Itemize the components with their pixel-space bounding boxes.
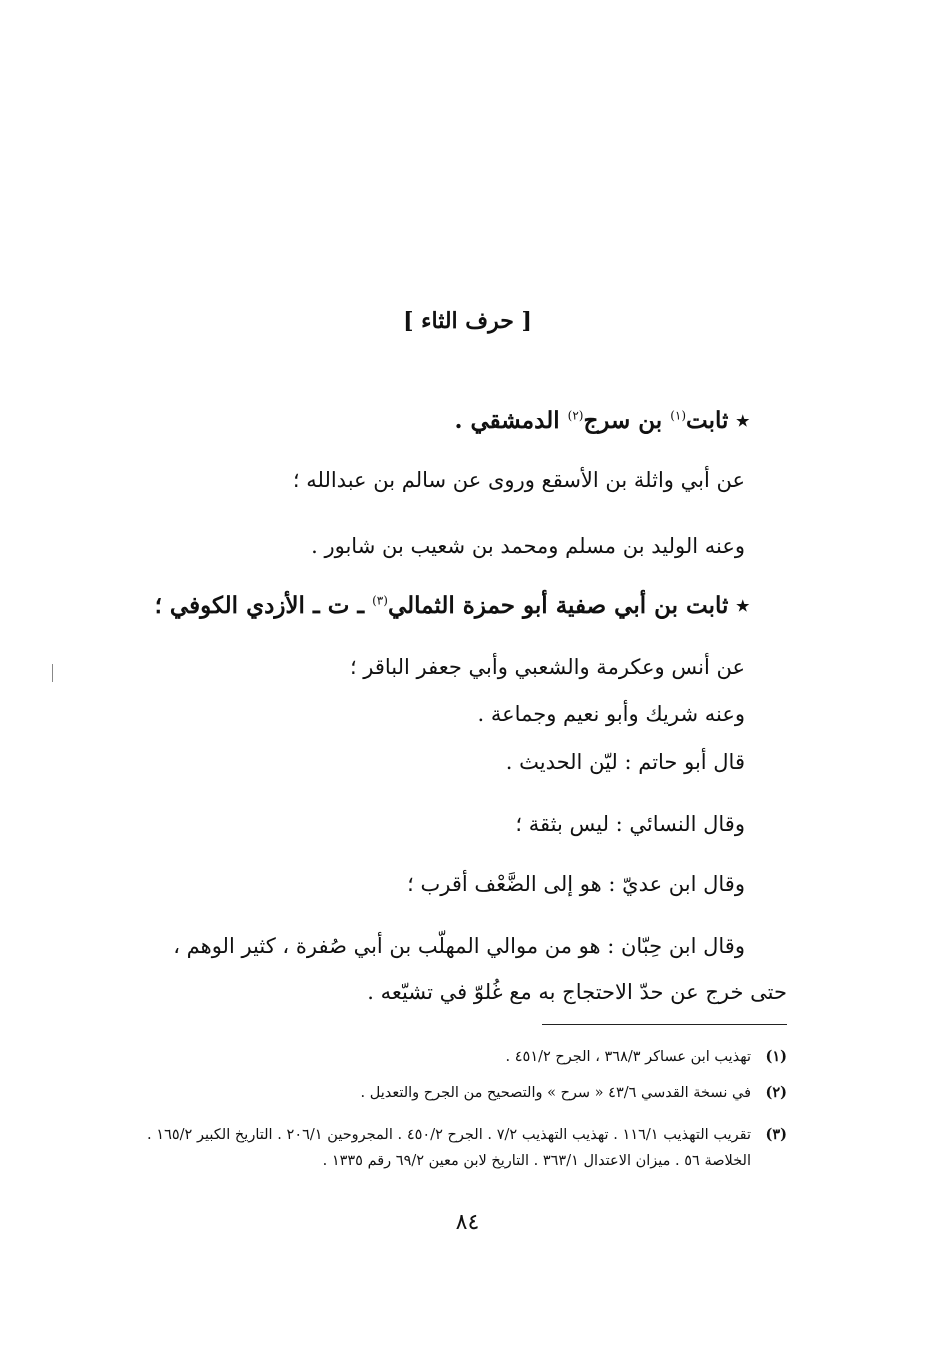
entry-name-part: الدمشقي . bbox=[454, 407, 560, 434]
footnote bbox=[147, 1044, 787, 1070]
entry-name-part: ثابت بن أبي صفية أبو حمزة الثمالي bbox=[387, 592, 729, 619]
footnote-ref: (١) bbox=[670, 408, 687, 423]
entry-title-thabit-bin-abi-safiyya bbox=[155, 592, 749, 619]
entry-text-line: عن أبي واثلة بن الأسقع وروى عن سالم بن عبدالله ؛ bbox=[292, 468, 745, 492]
footnote-text: تهذيب ابن عساكر ٣٦٨/٣ ، الجرح ٤٥١/٢ . bbox=[505, 1049, 751, 1065]
footnote-ref: (٣) bbox=[372, 593, 388, 608]
footnote-number: (٢) bbox=[765, 1084, 787, 1101]
footnote-text: في نسخة القدسي ٤٣/٦ « سرح » والتصحيح من الجرح والتعديل . bbox=[360, 1085, 751, 1101]
entry-text-line: عن أنس وعكرمة والشعبي وأبي جعفر الباقر ؛ bbox=[349, 655, 745, 679]
footnote-separator bbox=[542, 1024, 787, 1025]
chapter-heading: [ حرف الثاء ] bbox=[403, 308, 532, 334]
footnote bbox=[147, 1080, 787, 1106]
entry-text-line: وعنه الوليد بن مسلم ومحمد بن شعيب بن شابور . bbox=[311, 534, 745, 558]
entry-text-line: وقال النسائي : ليس بثقة ؛ bbox=[515, 812, 745, 836]
entry-bullet: ٭ bbox=[736, 407, 749, 434]
page-number: ٨٤ bbox=[455, 1210, 480, 1235]
entry-text-line: قال أبو حاتم : ليّن الحديث . bbox=[505, 750, 745, 774]
footnote bbox=[147, 1122, 787, 1174]
footnote-number: (١) bbox=[765, 1048, 787, 1065]
entry-text-line: وقال ابن عديّ : هو إلى الضَّعْف أقرب ؛ bbox=[407, 872, 745, 896]
entry-text-line: وعنه شريك وأبو نعيم وجماعة . bbox=[477, 702, 745, 726]
entry-bullet: ٭ bbox=[736, 592, 749, 619]
margin-mark bbox=[52, 664, 53, 682]
entry-title-thabit-bin-sarj bbox=[454, 407, 749, 434]
entry-text-line: حتى خرج عن حدّ الاحتجاج به مع غُلوّ في تشيّعه . bbox=[367, 980, 787, 1004]
footnote-ref: (٢) bbox=[567, 408, 584, 423]
entry-name-part: ـ ت ـ الأزدي الكوفي ؛ bbox=[154, 592, 365, 619]
footnote-text: تقريب التهذيب ١١٦/١ . تهذيب التهذيب ٧/٢ . الجرح ٤٥٠/٢ . المجروحين ٢٠٦/١ . التاريخ الكبير ١٦٥/٢ . الخلاصة ٥٦ . ميزان الاعتدال ٣٦٣/١ . التاريخ لابن معين ٦٩/٢ رقم ١٣٣٥ . bbox=[147, 1127, 751, 1169]
entry-name-part: بن سرج bbox=[583, 407, 663, 434]
entry-text-line: وقال ابن حِبّان : هو من موالي المهلّب بن أبي صُفرة ، كثير الوهم ، bbox=[173, 934, 745, 958]
entry-name-part: ثابت bbox=[686, 407, 729, 434]
footnote-number: (٣) bbox=[765, 1126, 787, 1143]
